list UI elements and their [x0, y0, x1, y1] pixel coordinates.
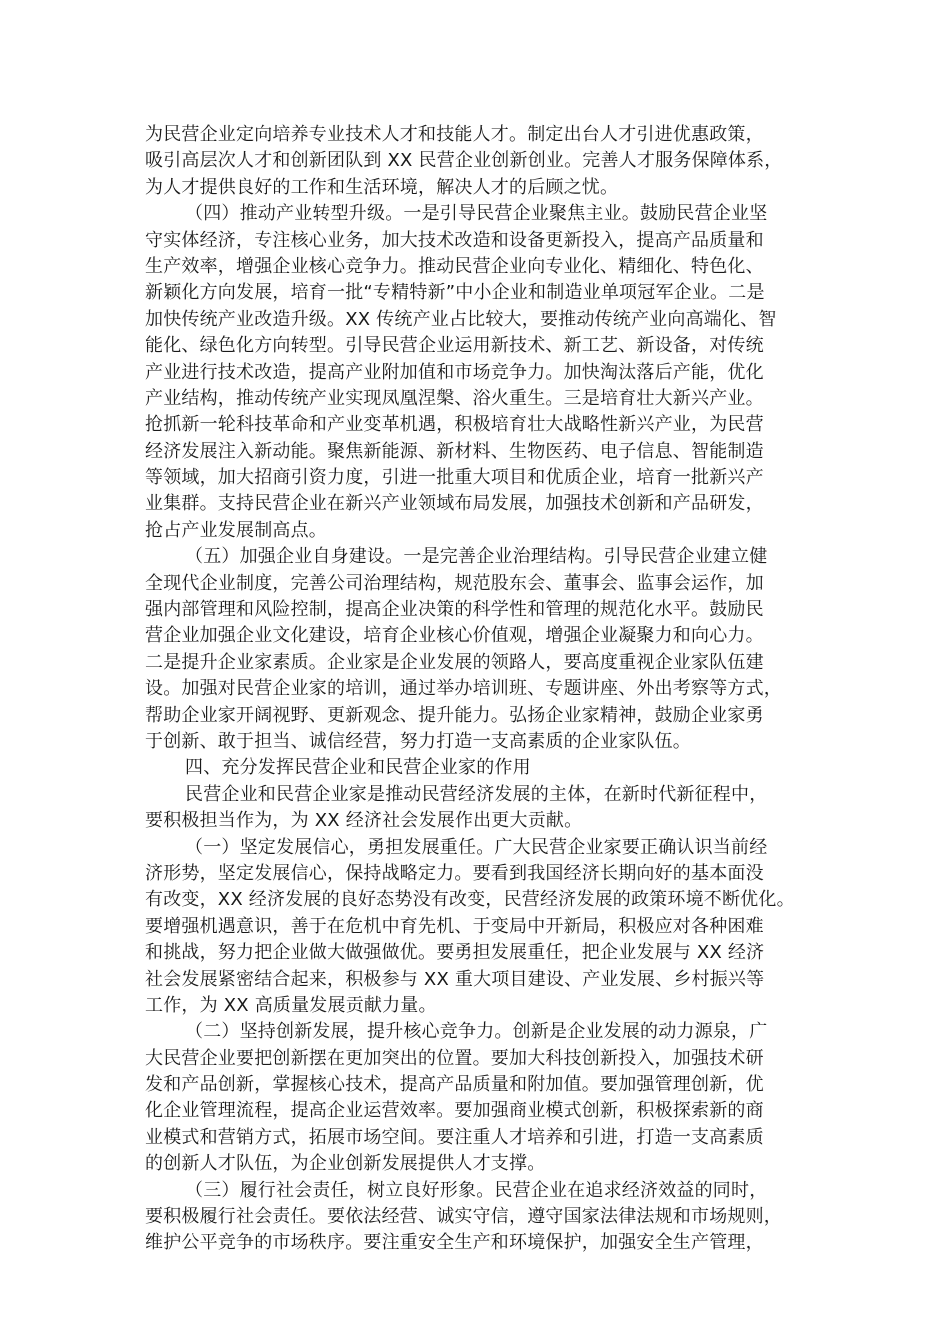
text-line: （一）坚定发展信心，勇担发展重任。广大民营企业家要正确认识当前经	[185, 836, 768, 858]
text-line: 强内部管理和风险控制，提高企业决策的科学性和管理的规范化水平。鼓励民	[145, 599, 764, 621]
text-line: 业模式和营销方式，拓展市场空间。要注重人才培养和引进，打造一支高素质	[145, 1126, 764, 1148]
text-line: 要增强机遇意识，善于在危机中育先机、于变局中开新局，积极应对各种困难	[145, 915, 764, 937]
text-line: 为人才提供良好的工作和生活环境，解决人才的后顾之忧。	[145, 176, 619, 198]
text-line: 能化、绿色化方向转型。引导民营企业运用新技术、新工艺、新设备，对传统	[145, 335, 764, 357]
text-line: 设。加强对民营企业家的培训，通过举办培训班、专题讲座、外出考察等方式，	[145, 678, 782, 700]
text-line: 加快传统产业改造升级。XX 传统产业占比较大，要推动传统产业向高端化、智	[145, 308, 777, 330]
text-line: 全现代企业制度，完善公司治理结构，规范股东会、董事会、监事会运作，加	[145, 572, 764, 594]
text-line: 化企业管理流程，提高企业运营效率。要加强商业模式创新，积极探索新的商	[145, 1100, 764, 1122]
text-line: 发和产品创新，掌握核心技术，提高产品质量和附加值。要加强管理创新，优	[145, 1074, 764, 1096]
text-line: 有改变，XX 经济发展的良好态势没有改变，民营经济发展的政策环境不断优化。	[145, 889, 795, 911]
text-line: 二是提升企业家素质。企业家是企业发展的领路人，要高度重视企业家队伍建	[145, 651, 764, 673]
text-line: 要积极担当作为，为 XX 经济社会发展作出更大贡献。	[145, 810, 583, 832]
text-line: 和挑战，努力把企业做大做强做优。要勇担发展重任，把企业发展与 XX 经济	[145, 942, 765, 964]
text-line: 吸引高层次人才和创新团队到 XX 民营企业创新创业。完善人才服务保障体系，	[145, 150, 783, 172]
text-line: 帮助企业家开阔视野、更新观念、提升能力。弘扬企业家精神，鼓励企业家勇	[145, 704, 764, 726]
text-line: 要积极履行社会责任。要依法经营、诚实守信，遵守国家法律法规和市场规则，	[145, 1206, 782, 1228]
text-line: 业集群。支持民营企业在新兴产业领域布局发展，加强技术创新和产品研发，	[145, 493, 764, 515]
text-line: （二）坚持创新发展，提升核心竞争力。创新是企业发展的动力源泉，广	[185, 1021, 768, 1043]
text-line: 维护公平竞争的市场秩序。要注重安全生产和环境保护，加强安全生产管理，	[145, 1232, 764, 1254]
text-line: （四）推动产业转型升级。一是引导民营企业聚焦主业。鼓励民营企业坚	[185, 203, 768, 225]
text-line: 的创新人才队伍，为企业创新发展提供人才支撑。	[145, 1153, 546, 1175]
text-line: 于创新、敢于担当、诚信经营，努力打造一支高素质的企业家队伍。	[145, 730, 691, 752]
text-line: 抢抓新一轮科技革命和产业变革机遇，积极培育壮大战略性新兴产业，为民营	[145, 414, 764, 436]
text-line: （五）加强企业自身建设。一是完善企业治理结构。引导民营企业建立健	[185, 546, 768, 568]
text-line: 抢占产业发展制高点。	[145, 519, 327, 541]
text-line: 营企业加强企业文化建设，培育企业核心价值观，增强企业凝聚力和向心力。	[145, 625, 764, 647]
text-line: 大民营企业要把创新摆在更加突出的位置。要加大科技创新投入，加强技术研	[145, 1047, 764, 1069]
text-line: 四、充分发挥民营企业和民营企业家的作用	[185, 757, 531, 779]
text-line: 经济发展注入新动能。聚焦新能源、新材料、生物医药、电子信息、智能制造	[145, 440, 764, 462]
text-line: 民营企业和民营企业家是推动民营经济发展的主体，在新时代新征程中，	[185, 783, 768, 805]
text-line: 等领域，加大招商引资力度，引进一批重大项目和优质企业，培育一批新兴产	[145, 467, 764, 489]
document-page	[145, 122, 815, 1257]
text-line: 新颖化方向发展，培育一批“专精特新”中小企业和制造业单项冠军企业。二是	[145, 282, 765, 304]
text-line: 守实体经济，专注核心业务，加大技术改造和设备更新投入，提高产品质量和	[145, 229, 764, 251]
text-line: 产业结构，推动传统产业实现凤凰涅槃、浴火重生。三是培育壮大新兴产业。	[145, 387, 764, 409]
text-line: （三）履行社会责任，树立良好形象。民营企业在追求经济效益的同时，	[185, 1179, 768, 1201]
text-line: 社会发展紧密结合起来，积极参与 XX 重大项目建设、产业发展、乡村振兴等	[145, 968, 765, 990]
text-line: 生产效率，增强企业核心竞争力。推动民营企业向专业化、精细化、特色化、	[145, 255, 764, 277]
text-line: 工作，为 XX 高质量发展贡献力量。	[145, 994, 437, 1016]
text-line: 济形势，坚定发展信心，保持战略定力。要看到我国经济长期向好的基本面没	[145, 862, 764, 884]
text-line: 产业进行技术改造，提高产业附加值和市场竞争力。加快淘汰落后产能，优化	[145, 361, 764, 383]
text-line: 为民营企业定向培养专业技术人才和技能人才。制定出台人才引进优惠政策，	[145, 124, 764, 145]
